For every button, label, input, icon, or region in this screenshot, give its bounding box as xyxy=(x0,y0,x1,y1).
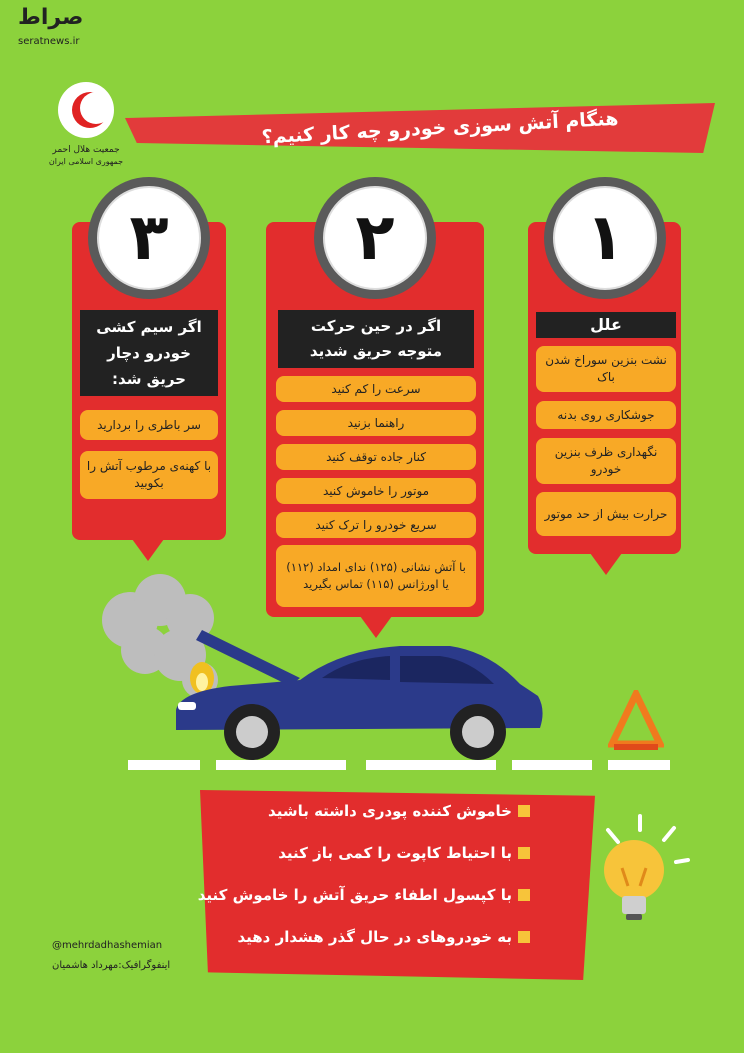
tip-text: خاموش کننده پودری داشته باشید xyxy=(268,802,512,820)
road-dash xyxy=(216,760,346,770)
column-causes-pointer xyxy=(590,553,622,575)
column-wiring-fire-pointer xyxy=(132,539,164,561)
number-badge-1 xyxy=(544,177,666,299)
car-illustration xyxy=(90,560,570,780)
wheel-icon xyxy=(450,704,506,760)
red-crescent-logo xyxy=(46,82,126,192)
road-dash xyxy=(366,760,496,770)
cause-item: حرارت بیش از حد موتور xyxy=(536,492,676,536)
while-driving-heading xyxy=(278,310,474,368)
wiring-step: با کهنه‌ی مرطوب آتش را بکوبید xyxy=(80,451,218,499)
warning-triangle-icon xyxy=(608,690,664,754)
while-driving-heading-line1: اگر در حین حرکت xyxy=(310,317,442,335)
number-2: ۲ xyxy=(323,186,427,290)
site-logo xyxy=(18,6,98,52)
page-title: هنگام آتش سوزی خودرو چه کار کنیم؟ xyxy=(261,107,619,149)
cause-item: نشت بنزین سوراخ شدن باک xyxy=(536,346,676,392)
tip-item xyxy=(198,886,530,904)
credit-handle: @mehrdadhashemian xyxy=(52,940,163,951)
cause-item: جوشکاری روی بدنه xyxy=(536,401,676,429)
bullet-icon xyxy=(518,889,530,901)
number-3: ۳ xyxy=(97,186,201,290)
bullet-icon xyxy=(518,847,530,859)
site-url: seratnews.ir xyxy=(18,36,80,47)
tip-item xyxy=(268,802,530,820)
wiring-fire-heading-line3: حریق شد: xyxy=(112,370,186,388)
road-dash xyxy=(512,760,592,770)
driving-step: راهنما بزنید xyxy=(276,410,476,436)
tip-text: به خودروهای در حال گذر هشدار دهید xyxy=(237,928,512,946)
org-subtitle: جمهوری اسلامی ایران xyxy=(48,157,124,166)
wiring-fire-heading-line2: خودرو دچار xyxy=(107,344,191,362)
tip-text: با کپسول اطفاء حریق آتش را خاموش کنید xyxy=(197,886,512,904)
driving-step: کنار جاده توقف کنید xyxy=(276,444,476,470)
site-mark: صراط xyxy=(18,5,84,30)
driving-step: سرعت را کم کنید xyxy=(276,376,476,402)
bullet-icon xyxy=(518,931,530,943)
wheel-icon xyxy=(224,704,280,760)
credit-author: اینفوگرافیک:مهرداد هاشمیان xyxy=(52,960,171,971)
driving-step: سریع خودرو را ترک کنید xyxy=(276,512,476,538)
wiring-fire-heading-line1: اگر سیم کشی xyxy=(96,318,202,336)
number-1: ۱ xyxy=(553,186,657,290)
wiring-fire-heading xyxy=(80,310,218,396)
road-dash xyxy=(128,760,200,770)
number-badge-3 xyxy=(88,177,210,299)
number-badge-2 xyxy=(314,177,436,299)
driving-step: با آتش نشانی (۱۲۵) ندای امداد (۱۱۲) یا اورژانس (۱۱۵) تماس بگیرید xyxy=(276,545,476,607)
road-dash xyxy=(608,760,670,770)
light-bulb-icon xyxy=(588,810,698,930)
org-name: جمعیت هلال احمر xyxy=(52,145,120,155)
tip-text: با احتیاط کاپوت را کمی باز کنید xyxy=(278,844,512,862)
tip-item xyxy=(237,928,530,946)
crescent-icon xyxy=(58,82,114,138)
wiring-step: سر باطری را بردارید xyxy=(80,410,218,440)
tip-item xyxy=(278,844,530,862)
tips-list xyxy=(197,800,530,970)
bullet-icon xyxy=(518,805,530,817)
cause-item: نگهداری ظرف بنزین خودرو xyxy=(536,438,676,484)
while-driving-heading-line2: متوجه حریق شدید xyxy=(309,342,443,360)
causes-heading: علل xyxy=(536,312,676,338)
driving-step: موتور را خاموش کنید xyxy=(276,478,476,504)
